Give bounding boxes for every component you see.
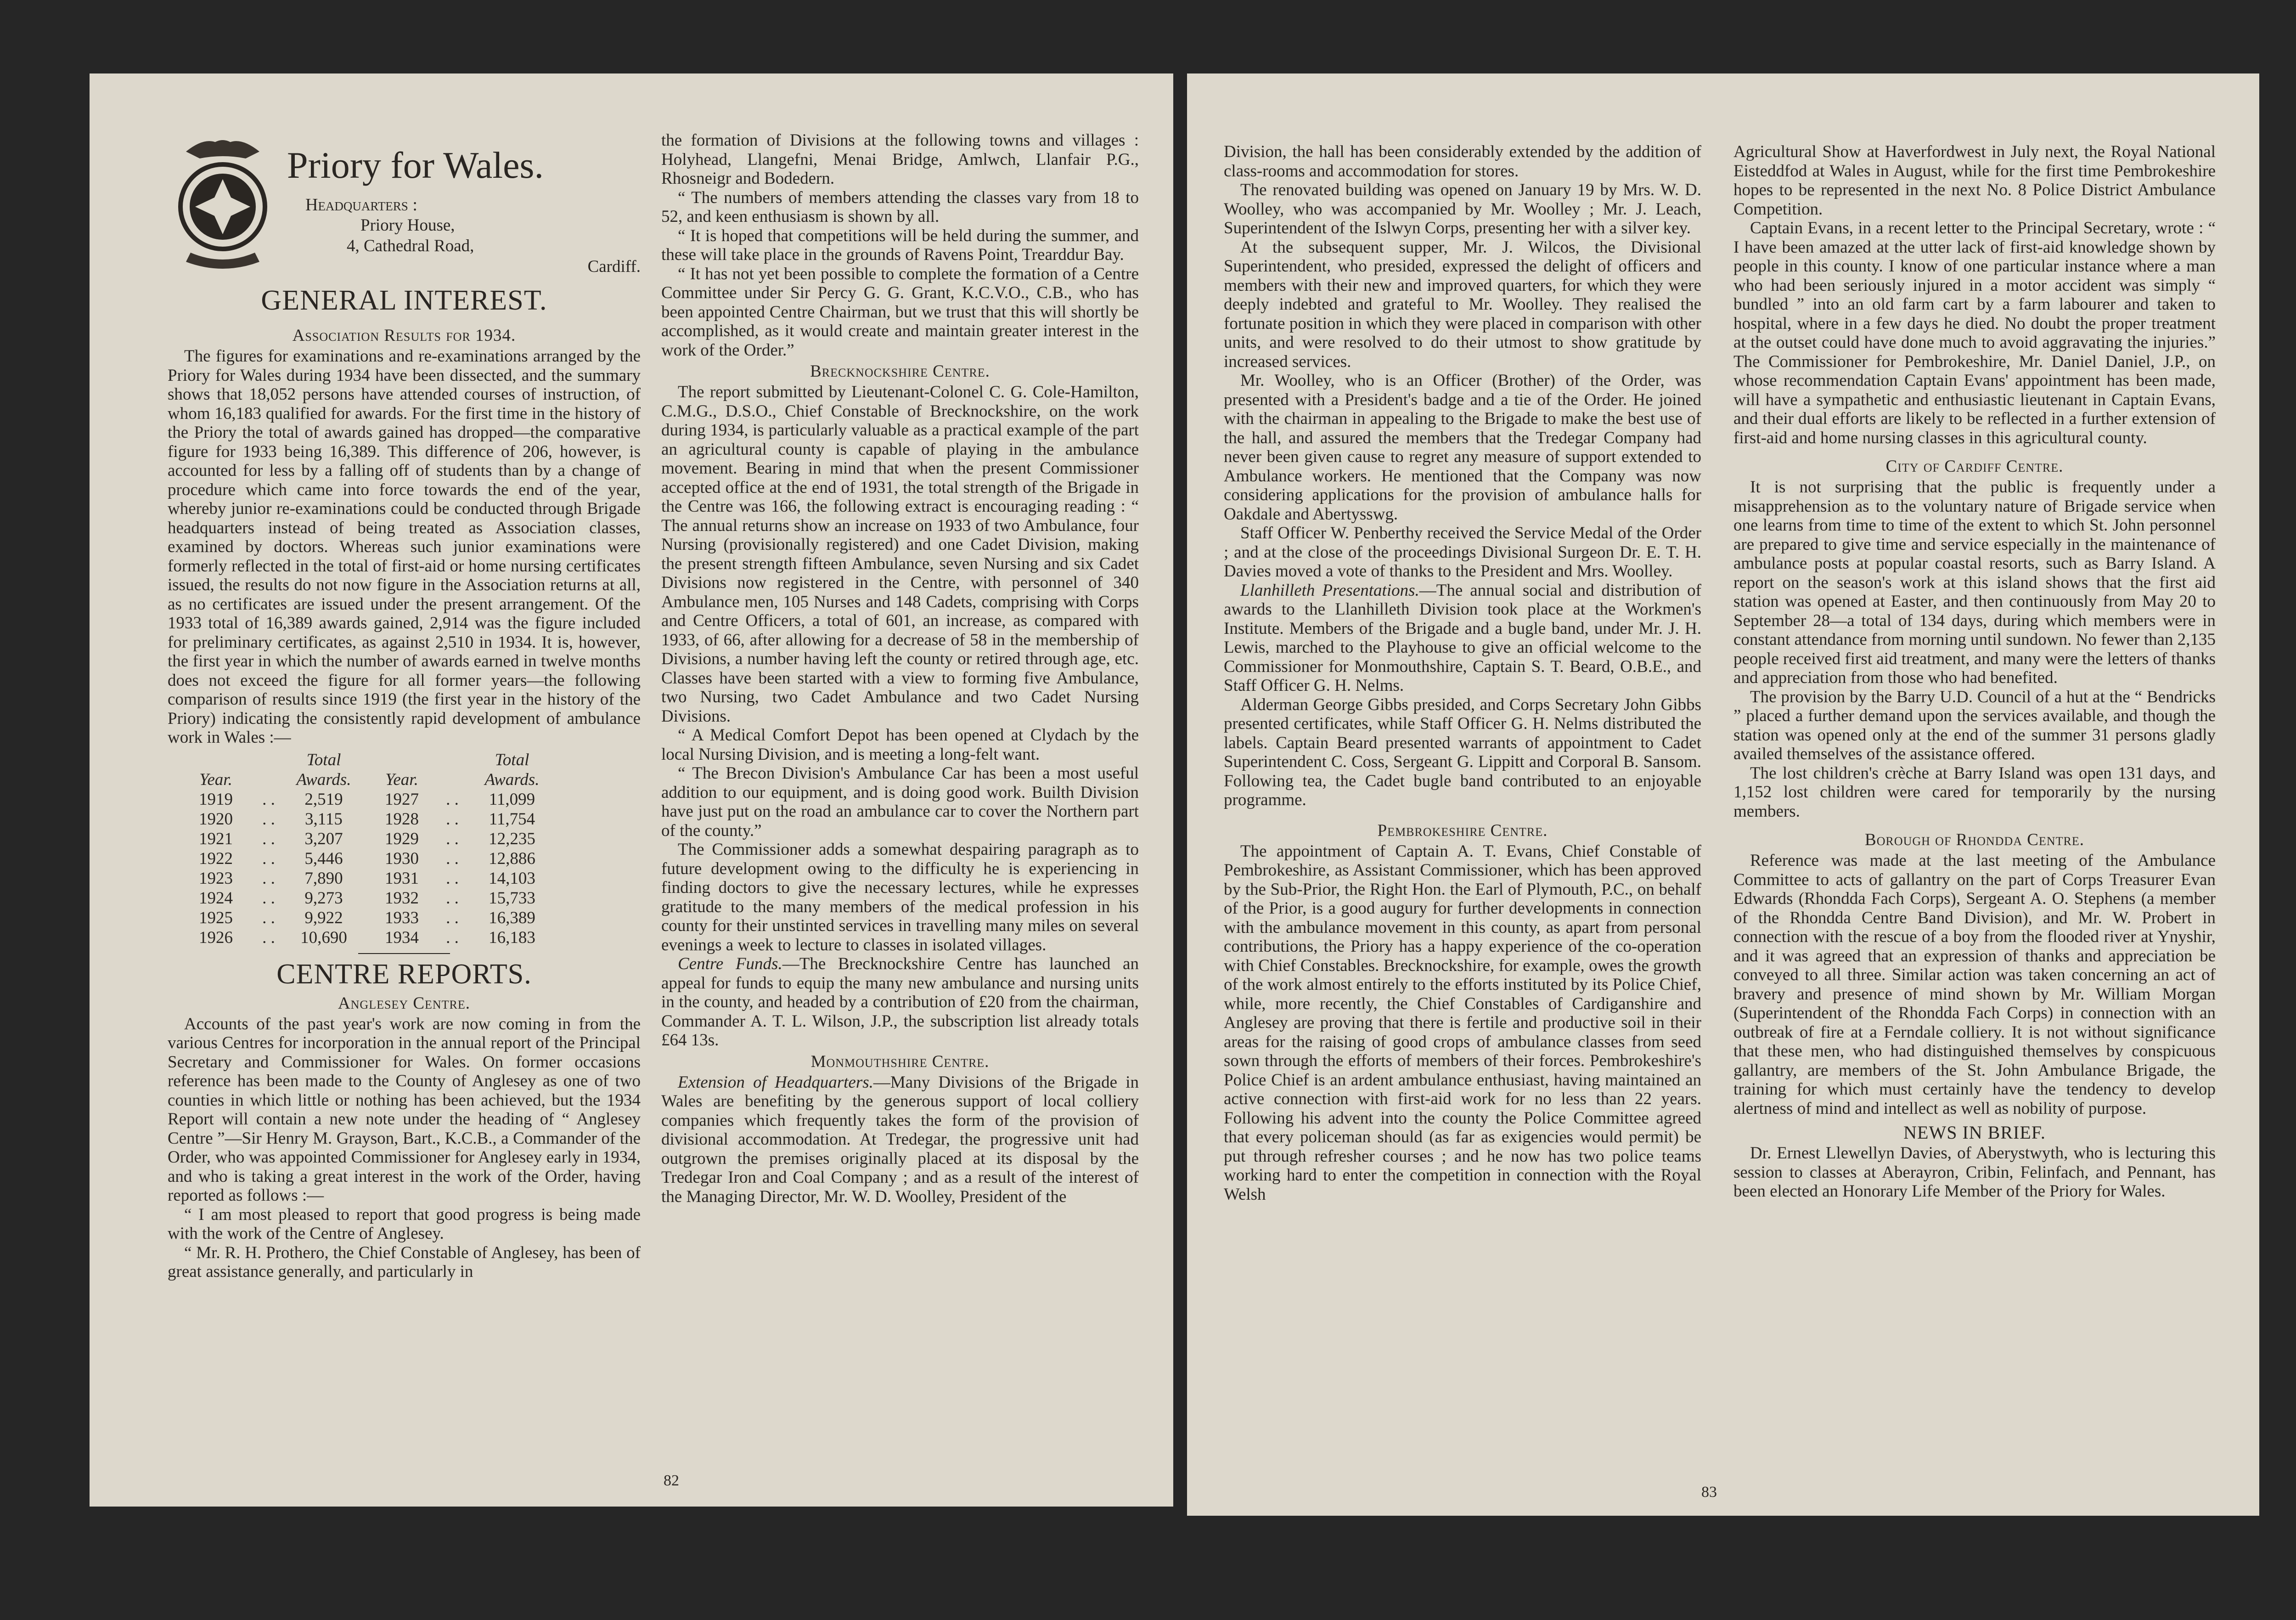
page-number: 83 xyxy=(1701,1484,1717,1501)
text-paragraph xyxy=(1224,581,1701,695)
table-header-awards: Awards. xyxy=(296,770,351,789)
table-cell: 1932 xyxy=(385,888,419,908)
cardiff-subheading: City of Cardiff Centre. xyxy=(1885,457,2064,476)
right-page xyxy=(1187,73,2259,1516)
text-paragraph: Dr. Ernest Llewellyn Davies, of Aberystwyth, who is lecturing this session to classes at Aberayron, Cribin, Felinfach, and Pennant, has been elected an Honorary Life Member of the Priory for Wales. xyxy=(1733,1144,2216,1201)
table-cell: 16,183 xyxy=(489,928,535,947)
table-cell: 1928 xyxy=(385,809,419,829)
table-cell: 9,273 xyxy=(304,888,343,908)
table-header-total: Total xyxy=(495,750,529,769)
text-paragraph: “ It has not yet been possible to complete the formation of a Centre Committee under Sir Percy G. G. Grant, K.C.V.O., C.B., who has been appointed Centre Chairman, but we trust that this will shortly be accomplished, as it would create and maintain greater interest in the work of the Order.” xyxy=(661,264,1139,360)
table-cell: 5,446 xyxy=(304,849,343,868)
text-paragraph: The report submitted by Lieutenant-Colonel C. G. Cole-Hamilton, C.M.G., D.S.O., Chief Constable of Brecknockshire, on the work during 1934, is particularly valuable as a practical example of the part an agricultural county is capable of playing in the ambulance movement. Bearing in mind that when the present Commissioner accepted office at the end of 1931, the total strength of the Brigade in the Centre was 166, the following extract is encouraging reading : “ The annual returns show an increase on 1933 of two Ambulance, four Nursing (provisionally registered) and one Cadet Division, making the present strength fifteen Ambulance, seven Nursing and six Cadet Divisions now registered in the Centre, with personnel of 340 Ambulance men, 105 Nurses and 148 Cadets, comprising with Corps and Centre Officers, a total of 601, an increase, as compared with 1933, of 66, after allowing for a decrease of 58 in the membership of Divisions, a number having left the county or retired through age, etc. Classes have been started with a view to forming five Ambulance, two Nursing, two Cadet Ambulance and two Cadet Nursing Divisions. xyxy=(661,383,1139,726)
right-column-1 xyxy=(1224,142,1701,1204)
association-results-subheading: Association Results for 1934. xyxy=(292,326,516,345)
llanhilleth-label: Llanhilleth Presentations. xyxy=(1240,581,1419,600)
table-cell: 1931 xyxy=(385,869,419,888)
rhondda-subheading: Borough of Rhondda Centre. xyxy=(1865,830,2084,849)
brecknockshire-subheading: Brecknockshire Centre. xyxy=(810,362,990,381)
anglesey-paragraph: “ I am most pleased to report that good progress is being made with the work of the Centre of Anglesey. xyxy=(168,1205,641,1243)
pembrokeshire-subheading: Pembrokeshire Centre. xyxy=(1377,821,1548,840)
hq-line-3: Cardiff. xyxy=(587,257,641,276)
anglesey-subheading: Anglesey Centre. xyxy=(338,993,471,1013)
table-cell: 1933 xyxy=(385,908,419,927)
centre-funds-label: Centre Funds. xyxy=(678,954,782,973)
table-cell: 3,115 xyxy=(305,809,343,829)
llanhilleth-text: —The annual social and distribution of awards to the Llanhilleth Division took place at the Workmen's Institute. Members of the Brigade and a bugle band, under Mr. J. H. Lewis, marched to the Playhouse to give an official welcome to the Commissioner for Monmouthshire, Captain S. T. Beard, O.B.E., and Staff Officer G. H. Nelms. xyxy=(1224,581,1701,695)
text-paragraph: It is not surprising that the public is frequently under a misapprehension as to the voluntary nature of Brigade service when one learns from time to time of the extent to which St. John personnel are prepared to give time and service especially in the maintenance of ambulance posts at popular coastal resorts, such as Barry Island. A report on the season's work at this island shows that the first aid station was opened at Easter, and then continuously from May 20 to September 28—a total of 134 days, during which members were in constant attendance from morning until sundown. No fewer than 2,135 people received first aid treatment, and many were the letters of thanks and appreciation from those who had benefited. xyxy=(1733,478,2216,687)
text-paragraph: Mr. Woolley, who is an Officer (Brother) of the Order, was presented with a President's badge and a tie of the Order. He joined with the chairman in appealing to the Brigade to make the best use of the hall, and assured the members that the Tredegar Company had never been given cause to regret any measure of support extended to Ambulance workers. He mentioned that the Company was now considering applications for the provision of ambulance halls for Oakdale and Abertysswg. xyxy=(1224,371,1701,524)
table-cell: 1920 xyxy=(199,809,233,829)
text-paragraph: The Commissioner adds a somewhat despairing paragraph as to future development owing to the difficulty he is experiencing in finding doctors to give the necessary lectures, while he expresses gratitude to the many members of the medical profession in his county for their unstinted services in travelling many miles on several evenings a week to lecture to classes in isolated villages. xyxy=(661,840,1139,954)
text-paragraph: The lost children's crèche at Barry Island was open 131 days, and 1,152 lost children were cared for temporarily by the nursing members. xyxy=(1733,763,2216,821)
table-cell: 1922 xyxy=(199,849,233,868)
text-paragraph: The renovated building was opened on January 19 by Mrs. W. D. Woolley, who was accompanied by Mr. Woolley ; Mr. J. Leach, Superintendent of the Islwyn Corps, presenting her with a silver key. xyxy=(1224,181,1701,237)
page-number: 82 xyxy=(664,1472,679,1489)
table-cell: 1919 xyxy=(199,790,233,809)
text-paragraph: “ A Medical Comfort Depot has been opened at Clydach by the local Nursing Division, and is meeting a long-felt want. xyxy=(661,726,1139,764)
table-cell: 2,519 xyxy=(304,790,343,809)
table-cell: 1929 xyxy=(385,829,419,848)
text-paragraph: the formation of Divisions at the following towns and villages : Holyhead, Llangefni, Menai Bridge, Amlwch, Llanfair P.G., Rhosneigr and Bodedern. xyxy=(661,131,1139,188)
text-paragraph: “ It is hoped that competitions will be held during the summer, and these will take place in the grounds of Ravens Point, Trearddur Bay. xyxy=(661,226,1139,264)
table-cell: 1934 xyxy=(385,928,419,947)
table-header-year: Year. xyxy=(385,770,418,789)
hq-line-2: 4, Cathedral Road, xyxy=(347,237,474,255)
text-paragraph: “ The numbers of members attending the classes vary from 18 to 52, and keen enthusiasm is shown by all. xyxy=(661,188,1139,226)
extension-text: —Many Divisions of the Brigade in Wales are benefiting by the generous support of local colliery companies which frequently takes the form of the provision of divisional accommodation. At Tredegar, the progressive unit had outgrown the premises originally placed at its disposal by the Tredegar Iron and Coal Company ; and as a result of the interest of the Managing Director, Mr. W. D. Woolley, President of the xyxy=(661,1072,1139,1206)
table-cell: 9,922 xyxy=(304,908,343,927)
table-cell: 15,733 xyxy=(489,888,535,908)
table-cell: 10,690 xyxy=(300,928,347,947)
left-column-2 xyxy=(661,131,1139,1206)
table-header-total: Total xyxy=(306,750,341,769)
text-paragraph xyxy=(661,954,1139,1050)
divider xyxy=(358,953,450,954)
extension-label: Extension of Headquarters. xyxy=(678,1072,873,1092)
table-cell: 16,389 xyxy=(489,908,535,927)
text-paragraph xyxy=(661,1073,1139,1207)
text-paragraph: At the subsequent supper, Mr. J. Wilcos, the Divisional Superintendent, who presided, expressed the delight of officers and members with their new and improved quarters, for which they were deeply indebted and grateful to Mr. Woolley. They realised the fortunate position in which they were placed in comparison with other units, and were resolved to do their utmost to show gratitude by increased services. xyxy=(1224,237,1701,371)
anglesey-paragraph: “ Mr. R. H. Prothero, the Chief Constable of Anglesey, has been of great assistance generally, and particularly in xyxy=(168,1243,641,1281)
general-interest-heading: GENERAL INTEREST. xyxy=(261,285,547,316)
table-cell: 7,890 xyxy=(304,869,343,888)
awards-table: Total Total Year. Awards. Year. Awards. 1919 . . 2,519 1927 . . 11,099 1920 . . 3,115 1928 . . 11,754 1921 . . 3,207 1929 . . 12,235 1922 . . 5,446 1930 . . 12,886 1923 . . 7,890 1931 . . 14,103 1924 . . 9,273 1932 . . 15,733 1925 . . 9,922 1933 . . 16,389 1926 . . 10,690 1934 . . 16,183 xyxy=(177,750,641,948)
text-paragraph: Agricultural Show at Haverfordwest in July next, the Royal National Eisteddfod at Wales in August, while for the first time Pembrokeshire hopes to be represented in the next No. 8 Police District Ambulance Competition. xyxy=(1733,142,2216,219)
order-crest-icon xyxy=(168,133,278,271)
hq-line-1: Priory House, xyxy=(360,216,455,235)
priory-header xyxy=(168,133,641,324)
text-paragraph: Captain Evans, in a recent letter to the Principal Secretary, wrote : “ I have been amazed at the utter lack of first-aid knowledge shown by people in this county. I know of one particular instance where a man who had been seriously injured in a motor accident was simply “ bundled ” into an old farm cart by a farm labourer and taken to hospital, where in a few days he died. No doubt the proper treatment at the outset could have done much to avoid aggravating the injuries.” The Commissioner for Pembrokeshire, Mr. Daniel Daniel, J.P., on whose recommendation Captain Evans' appointment has been made, will have a sympathetic and enthusiastic lieutenant in Captain Evans, and their dual efforts are likely to be reflected in a further extension of first-aid and home nursing classes in this agricultural county. xyxy=(1733,219,2216,447)
text-paragraph: The appointment of Captain A. T. Evans, Chief Constable of Pembrokeshire, as Assistant Commissioner, which has been approved by the Sub-Prior, the Right Hon. the Earl of Plymouth, P.C., on behalf of the Prior, is a good augury for further developments in connection with the ambulance movement in this county, as apart from personal contributions, the Priory has a happy experience of the co-operation with Chief Constables. Brecknockshire, for example, owes the growth of the work almost entirely to the efforts instituted by its Police Chief, while, more recently, the Chief Constables of Cardiganshire and Anglesey are proving that there is fertile and productive soil in their areas for the raising of good crops of ambulance classes from seed sown through the efforts of members of their forces. Pembrokeshire's Police Chief is an ardent ambulance enthusiast, having maintained an active connection with first-aid work for no less than 22 years. Following his advent into the county the Police Committee agreed that every policeman should (as far as exigencies would permit) be put through refresher courses ; and he now has two police teams working hard to enter the competition in connection with the Royal Welsh xyxy=(1224,841,1701,1204)
table-cell: 1921 xyxy=(199,829,233,848)
text-paragraph: Division, the hall has been considerably extended by the addition of class-rooms and accommodation for stores. xyxy=(1224,142,1701,181)
left-page xyxy=(90,73,1173,1507)
table-cell: 14,103 xyxy=(489,869,535,888)
table-cell: 1926 xyxy=(199,928,233,947)
table-cell: 11,754 xyxy=(489,809,535,829)
page-title: Priory for Wales. xyxy=(287,144,544,186)
table-cell: 1925 xyxy=(199,908,233,927)
text-paragraph: “ The Brecon Division's Ambulance Car has been a most useful addition to our equipment, and is doing good work. Builth Division have just put on the road an ambulance car to cover the Northern part of the county.” xyxy=(661,764,1139,840)
table-header-awards: Awards. xyxy=(484,770,540,789)
table-cell: 1924 xyxy=(199,888,233,908)
text-paragraph: Alderman George Gibbs presided, and Corps Secretary John Gibbs presented certificates, while Staff Officer G. H. Nelms distributed the labels. Captain Beard presented warrants of appointment to Cadet Superintendent C. Coss, Sergeant G. Lippitt and Corporal B. Sansom. Following tea, the Cadet bugle band contributed to an enjoyable programme. xyxy=(1224,695,1701,809)
table-cell: 11,099 xyxy=(489,790,535,809)
centre-funds-text: —The Brecknockshire Centre has launched an appeal for funds to equip the many new ambulance and nursing units in the county, and headed by a contribution of £20 from the chairman, Commander A. T. L. Wilson, J.P., the subscription list already totals £64 13s. xyxy=(661,954,1139,1050)
left-column-1 xyxy=(168,133,641,1281)
hq-label: Headquarters : xyxy=(305,195,417,214)
news-in-brief-heading: NEWS IN BRIEF. xyxy=(1903,1122,2046,1143)
text-paragraph: Reference was made at the last meeting of the Ambulance Committee to acts of gallantry on the part of Corps Treasurer Evan Edwards (Rhondda Fach Corps), Sergeant A. O. Stephens (a member of the Rhondda Centre Band Division), and Mr. W. Probert in connection with the rescue of a boy from the flooded river at Ynyshir, and it was agreed that an expression of thanks and appreciation be conveyed to all three. Similar action was taken concerning an act of bravery and presence of mind shown by Mr. William Morgan (Superintendent of the Rhondda Fach Corps) in connection with an outbreak of fire at a Ferndale colliery. It is not without significance that these men, who had distinguished themselves by conspicuous gallantry, are members of the St. John Ambulance Brigade, the training for which must certainly have the tendency to develop alertness of mind and intellect as well as nobility of purpose. xyxy=(1733,851,2216,1118)
table-cell: 3,207 xyxy=(304,829,343,848)
centre-reports-heading: CENTRE REPORTS. xyxy=(276,958,532,990)
table-header-year: Year. xyxy=(199,770,232,789)
text-paragraph: The provision by the Barry U.D. Council of a hut at the “ Bendricks ” placed a further demand upon the services available, and though the station was opened only at the end of the summer 31 persons gladly availed themselves of the assistance offered. xyxy=(1733,687,2216,763)
table-cell: 1930 xyxy=(385,849,419,868)
table-cell: 1923 xyxy=(199,869,233,888)
right-column-2 xyxy=(1733,142,2216,1201)
general-paragraph: The figures for examinations and re-examinations arranged by the Priory for Wales during 1934 have been dissected, and the summary shows that 18,052 persons have attended courses of instruction, of whom 16,183 qualified for awards. For the first time in the history of the Priory the total of awards gained has dropped—the comparative figure for 1933 being 16,389. This difference of 206, however, is accounted for less by a falling off of students than by a change of procedure which came into force towards the end of the year, whereby junior re-examinations could be conducted through Brigade headquarters instead of being treated as Association classes, examined by doctors. Whereas such junior examinations were formerly reflected in the total of first-aid or home nursing certificates issued, the results do not now figure in the Association returns at all, as no certificates are issued under the present arrangement. Of the 1933 total of 16,389 awards gained, 2,914 was the figure included for preliminary certificates, as against 2,510 in 1934. It is, however, the first year in which the number of awards earned in twelve months does not exceed the figure for all former years—the following comparison of results since 1919 (the first year in the history of the Priory) indicating the consistently rapid development of ambulance work in Wales :— xyxy=(168,347,641,747)
table-cell: 12,235 xyxy=(489,829,535,848)
table-cell: 1927 xyxy=(385,790,419,809)
monmouthshire-subheading: Monmouthshire Centre. xyxy=(810,1052,990,1071)
table-cell: 12,886 xyxy=(489,849,535,868)
text-paragraph: Staff Officer W. Penberthy received the Service Medal of the Order ; and at the close of the proceedings Divisional Surgeon Dr. E. T. H. Davies moved a vote of thanks to the President and Mrs. Woolley. xyxy=(1224,524,1701,581)
anglesey-paragraph: Accounts of the past year's work are now coming in from the various Centres for incorporation in the annual report of the Principal Secretary and Commissioner for Wales. On former occasions reference has been made to the County of Anglesey as one of two counties in which little or nothing has been achieved, but the 1934 Report will contain a new note under the heading of “ Anglesey Centre ”—Sir Henry M. Grayson, Bart., K.C.B., a Commander of the Order, who was appointed Commissioner for Anglesey early in 1934, and who is taking a great interest in the work of the Order, having reported as follows :— xyxy=(168,1014,641,1205)
